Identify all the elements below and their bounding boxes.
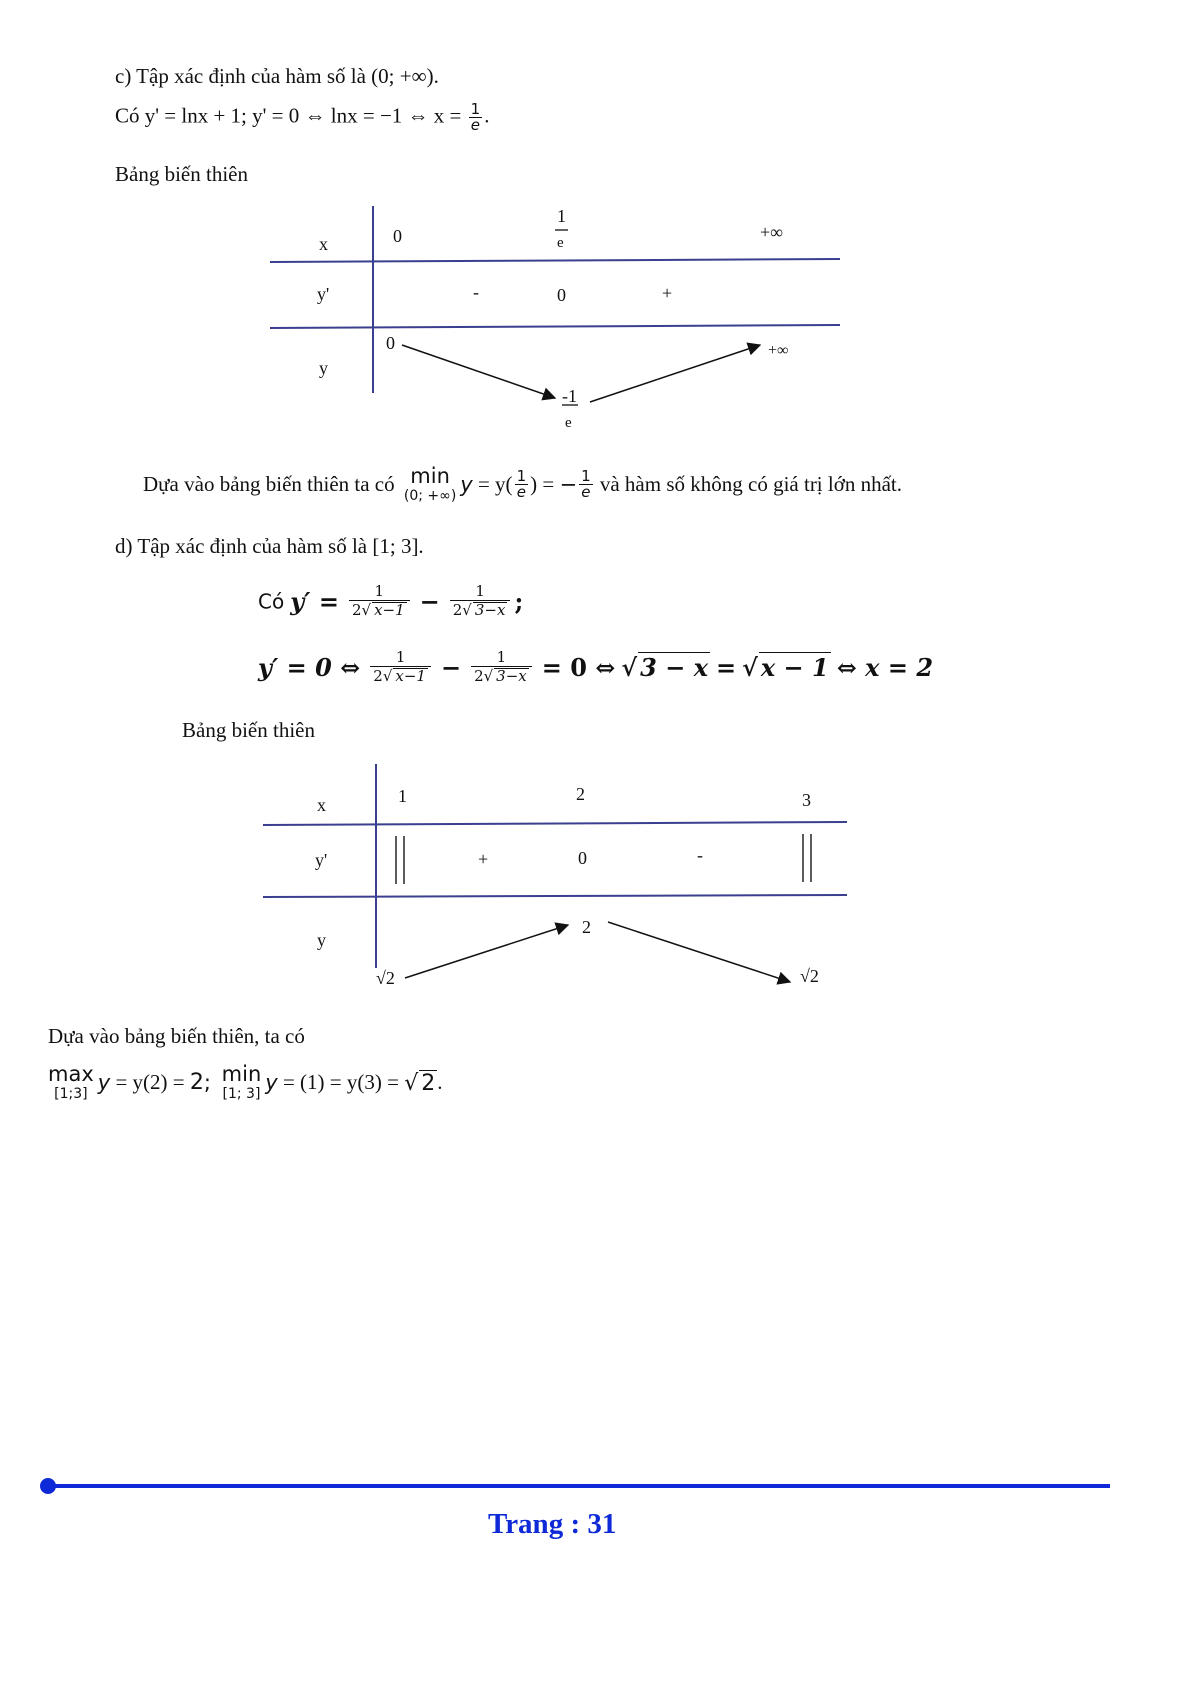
table-c-row-yprime: y': [317, 284, 330, 304]
min-operator: min (0; +∞): [403, 464, 457, 504]
table-c-row-x: x: [319, 234, 328, 254]
table-c-y-min-num: -1: [562, 386, 577, 406]
part-c-domain: c) Tập xác định của hàm số là (0; +∞).: [115, 64, 439, 88]
table-d-y-max: 2: [582, 917, 591, 937]
table-d-x2: 3: [802, 790, 811, 810]
fraction: $\frac{1}{2√ 3-x}$: [471, 650, 532, 685]
fraction: $\frac{1}{e}$: [581, 467, 591, 501]
table-c-sign-plus: +: [662, 283, 673, 303]
part-c-conclusion: Dựa vào bảng biến thiên ta có min (0; +∞) y = y( $\frac{1}{e}$ ) = − $\frac{1}{e}$ và hàm số không có giá trị lớn nhất.: [143, 464, 902, 504]
table-c-y-start: 0: [386, 333, 395, 353]
part-c-derivative: Có y' = lnx + 1; y' = 0 ⇔ lnx = −1 ⇔ x = $\frac{1}{e}$ .: [115, 100, 490, 134]
table-d-sign-minus: -: [697, 845, 703, 865]
table-d-y-start: √2: [376, 968, 395, 988]
table-c-x1-den: e: [557, 235, 564, 251]
fraction: $\frac{1}{2√ x-1}$: [370, 650, 431, 685]
table-c-zero: 0: [557, 285, 566, 305]
fraction: $\frac{1}{e}$: [470, 100, 481, 134]
part-d-conclusion-intro: Dựa vào bảng biến thiên, ta có: [48, 1024, 305, 1048]
min-operator: min [1; 3]: [221, 1062, 262, 1102]
part-d-critical-equation: y′ = 0 ⇔ $\frac{1}{2√ x-1}$ − $\frac{1}{2√ 3-x}$ = 0 ⇔ √ 3 − x = √ x − 1 ⇔ x = 2: [258, 648, 934, 685]
table-c-row-y: y: [319, 358, 328, 378]
part-d-table-title: Bảng biến thiên: [182, 718, 315, 742]
table-c-y-min-den: e: [565, 415, 572, 431]
table-c-x1-num: 1: [557, 206, 566, 226]
part-d-domain: d) Tập xác định của hàm số là [1; 3].: [115, 534, 424, 558]
table-c-sign-minus: -: [473, 282, 479, 302]
table-d-zero: 0: [578, 848, 587, 868]
table-c-y-end: +∞: [768, 342, 789, 359]
fraction: $\frac{1}{e}$: [516, 467, 527, 501]
table-c-x0: 0: [393, 226, 402, 246]
part-d-derivative: Có y′ = $\frac{1}{2√ x-1}$ − $\frac{1}{2√ 3-x}$ ;: [258, 582, 524, 619]
table-d-row-x: x: [317, 795, 326, 815]
page-number: Trang : 31: [488, 1508, 617, 1540]
part-d-conclusion-values: max [1;3] y = y(2) = 2; min [1; 3] y = (1) = y(3) = √ 2.: [48, 1062, 443, 1102]
part-c-table-title: Bảng biến thiên: [115, 162, 248, 186]
table-c-x2: +∞: [760, 222, 783, 242]
table-d-row-y: y: [317, 930, 326, 950]
max-operator: max [1;3]: [48, 1062, 94, 1102]
fraction: $\frac{1}{2√ x-1}$: [349, 584, 410, 619]
table-d-row-yprime: y': [315, 850, 328, 870]
table-d-y-end: √2: [800, 966, 819, 986]
table-d-x0: 1: [398, 786, 407, 806]
fraction: $\frac{1}{2√ 3-x}$: [450, 584, 511, 619]
table-d-x1: 2: [576, 784, 585, 804]
table-d-sign-plus: +: [478, 849, 489, 869]
